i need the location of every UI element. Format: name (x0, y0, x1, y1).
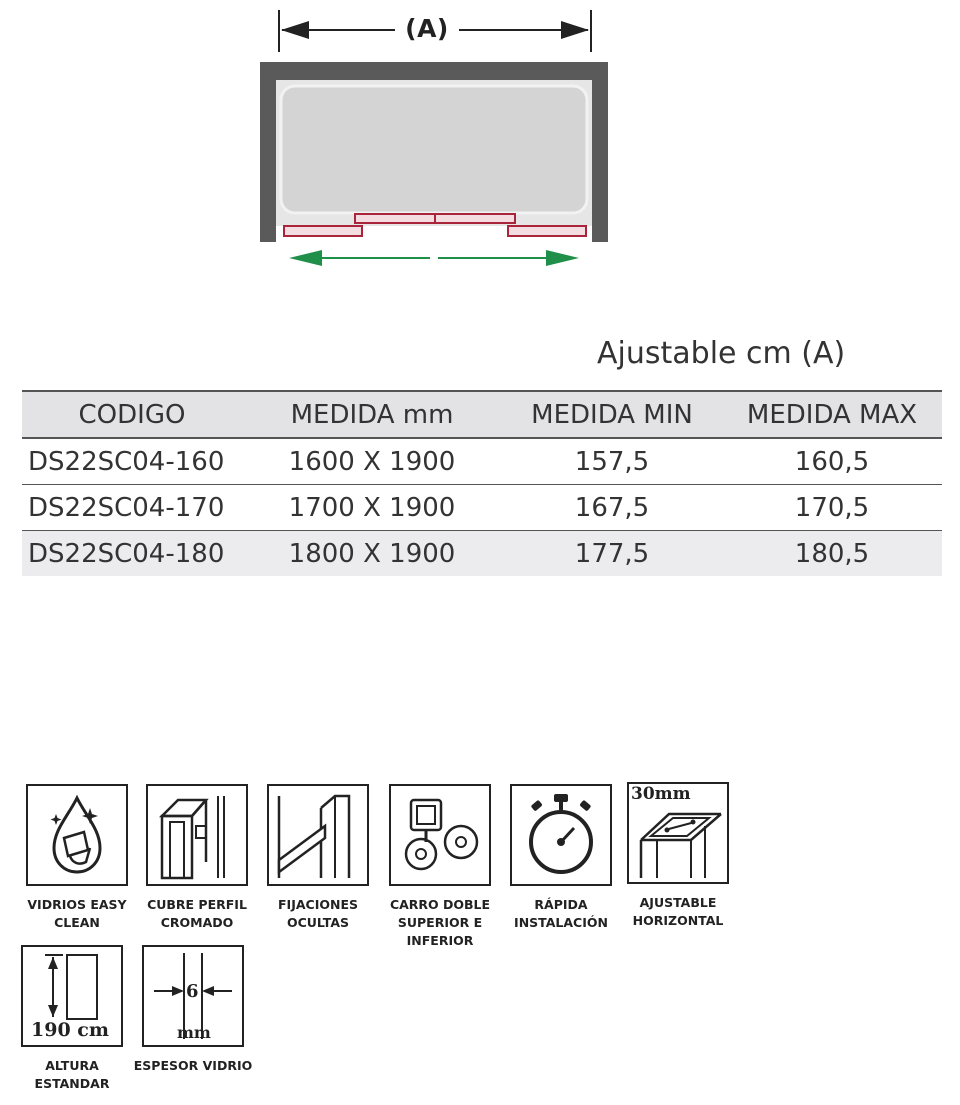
feature-label: ALTURA ESTANDAR (34, 1058, 110, 1091)
feature-easy-clean (17, 784, 137, 932)
cell-code: DS22SC04-180 (22, 531, 242, 577)
feature-label: VIDRIOS EASY CLEAN (27, 897, 127, 930)
cell-code: DS22SC04-170 (22, 485, 242, 531)
dim-arrow-right-icon (561, 21, 589, 39)
cell-min: 167,5 (502, 485, 722, 531)
spec-table (22, 390, 942, 576)
header-medida-min: MEDIDA MIN (502, 391, 722, 438)
fixed-panel-left (284, 226, 362, 236)
cell-max: 180,5 (722, 531, 942, 577)
dimension-label: (A) (405, 14, 449, 43)
feature-espesor (133, 945, 253, 1075)
header-medida-max: MEDIDA MAX (722, 391, 942, 438)
height-value-text: 190 cm (31, 1019, 109, 1041)
table-header-row (22, 391, 942, 438)
feature-ajustable (618, 782, 738, 930)
feature-label: ESPESOR VIDRIO (133, 1058, 253, 1073)
feature-carro-doble (380, 784, 500, 950)
frame-right (592, 62, 608, 242)
feature-label: CUBRE PERFIL CROMADO (147, 897, 247, 930)
table-row (22, 485, 942, 531)
door-diagram-drawing (0, 0, 960, 290)
thickness-unit-text: mm (177, 1023, 211, 1042)
sliding-panel-2 (435, 214, 515, 223)
glass-thickness-icon (142, 945, 244, 1047)
dim-arrow-left-icon (281, 21, 309, 39)
feature-altura (12, 945, 132, 1093)
cell-medida: 1600 X 1900 (242, 438, 502, 485)
water-drop-cleaning-icon (26, 784, 128, 886)
height-icon (21, 945, 123, 1047)
feature-fijaciones (258, 784, 378, 932)
cell-max: 160,5 (722, 438, 942, 485)
cell-min: 157,5 (502, 438, 722, 485)
cell-min: 177,5 (502, 531, 722, 577)
hidden-fixings-icon (267, 784, 369, 886)
fixed-panel-right (508, 226, 586, 236)
cell-code: DS22SC04-160 (22, 438, 242, 485)
feature-label: FIJACIONES OCULTAS (278, 897, 358, 930)
frame-left (260, 62, 276, 242)
slide-arrow-right-icon (546, 250, 579, 266)
glass-panel (281, 86, 587, 213)
cell-max: 170,5 (722, 485, 942, 531)
feature-label: CARRO DOBLE SUPERIOR E INFERIOR (389, 897, 491, 948)
table-row (22, 531, 942, 577)
feature-label: RÁPIDA INSTALACIÓN (514, 897, 608, 930)
feature-label: AJUSTABLE HORIZONTAL (632, 895, 724, 928)
shower-door-diagram (0, 0, 960, 290)
table-row (22, 438, 942, 485)
horizontal-adjust-icon (627, 782, 729, 884)
stopwatch-icon (510, 784, 612, 886)
double-roller-icon (389, 784, 491, 886)
cell-medida: 1800 X 1900 (242, 531, 502, 577)
slide-arrow-left-icon (289, 250, 322, 266)
adjust-amount-text: 30mm (631, 784, 691, 804)
header-codigo: CODIGO (22, 391, 242, 438)
cell-medida: 1700 X 1900 (242, 485, 502, 531)
frame-top (260, 62, 608, 80)
adjustable-title: Ajustable cm (A) (597, 336, 846, 371)
feature-rapida (501, 784, 621, 932)
header-medida: MEDIDA mm (242, 391, 502, 438)
sliding-panel-1 (355, 214, 435, 223)
thickness-value-text: 6 (186, 981, 199, 1002)
chrome-profile-icon (146, 784, 248, 886)
feature-cubre-perfil (137, 784, 257, 932)
